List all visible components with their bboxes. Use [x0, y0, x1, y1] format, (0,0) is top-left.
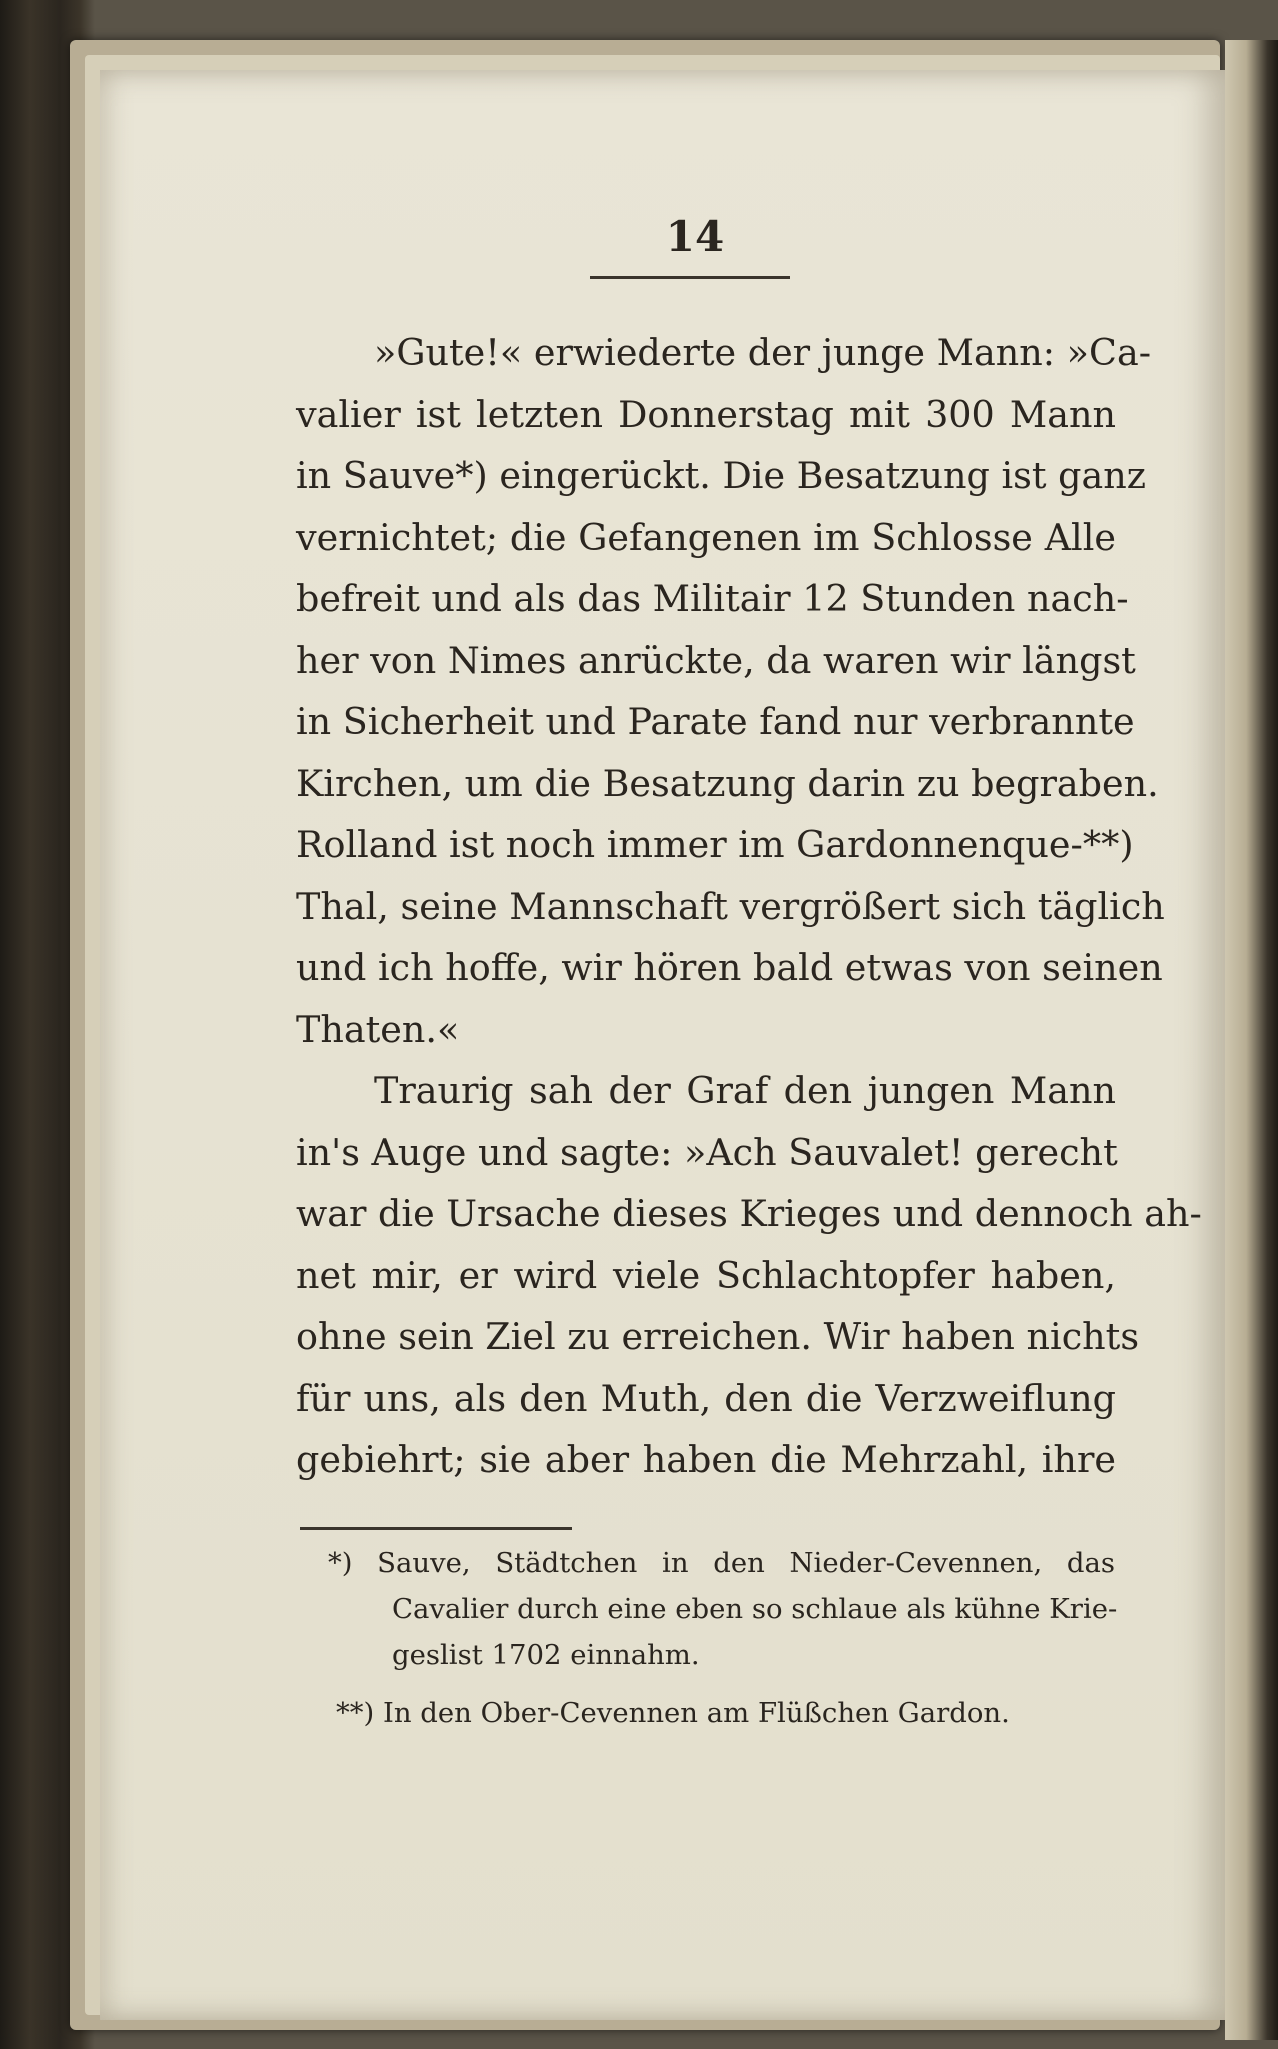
- text-line: net mir, er wird viele Schlachtopfer haben,: [296, 1253, 1116, 1297]
- text-line: valier ist letzten Donnerstag mit 300 Mann: [296, 392, 1116, 436]
- text-line: in Sauve*) eingerückt. Die Besatzung ist ganz: [296, 454, 1146, 497]
- body-text: [296, 322, 1202, 1491]
- text-line: Traurig sah der Graf den jungen Mann: [374, 1069, 1116, 1112]
- text-line: Rolland ist noch immer im Gardonnenque-**): [296, 823, 1134, 866]
- footnotes: [328, 1540, 1118, 1736]
- text-line: »Gute!« erwiederte der junge Mann: »Ca-: [374, 331, 1152, 374]
- footnote-line: geslist 1702 einnahm.: [392, 1639, 700, 1671]
- page-number: 14: [665, 212, 725, 261]
- text-line: gebiehrt; sie aber haben die Mehrzahl, ihre: [296, 1438, 1116, 1481]
- text-line: vernichtet; die Gefangenen im Schlosse Alle: [296, 515, 1116, 559]
- text-line: und ich hoffe, wir hören bald etwas von seinen: [296, 946, 1163, 989]
- footnote-line: Cavalier durch eine eben so schlaue als kühne Krie-: [392, 1593, 1118, 1625]
- text-line: Kirchen, um die Besatzung darin zu begraben.: [296, 761, 1159, 805]
- text-line: war die Ursache dieses Krieges und dennoch ah-: [296, 1192, 1202, 1235]
- text-line: Thaten.«: [296, 1007, 460, 1051]
- footnote-line: *) Sauve, Städtchen in den Nieder-Cevennen, das: [328, 1547, 1115, 1579]
- text-line: Thal, seine Mannschaft vergrößert sich täglich: [296, 884, 1165, 928]
- text-line: in Sicherheit und Parate fand nur verbrannte: [296, 700, 1135, 743]
- header-rule: [590, 276, 790, 279]
- text-line: her von Nimes anrückte, da waren wir längst: [296, 638, 1136, 682]
- text-line: ohne sein Ziel zu erreichen. Wir haben nichts: [296, 1315, 1140, 1358]
- text-line: für uns, als den Muth, den die Verzweiflung: [296, 1376, 1116, 1420]
- text-line: befreit und als das Militair 12 Stunden nach-: [296, 577, 1129, 620]
- footnote-rule: [300, 1527, 572, 1530]
- book-spine-edge: [1225, 40, 1278, 2040]
- footnote-line: **) In den Ober-Cevennen am Flüßchen Gardon.: [336, 1697, 1010, 1729]
- text-line: in's Auge und sagte: »Ach Sauvalet! gerecht: [296, 1130, 1118, 1174]
